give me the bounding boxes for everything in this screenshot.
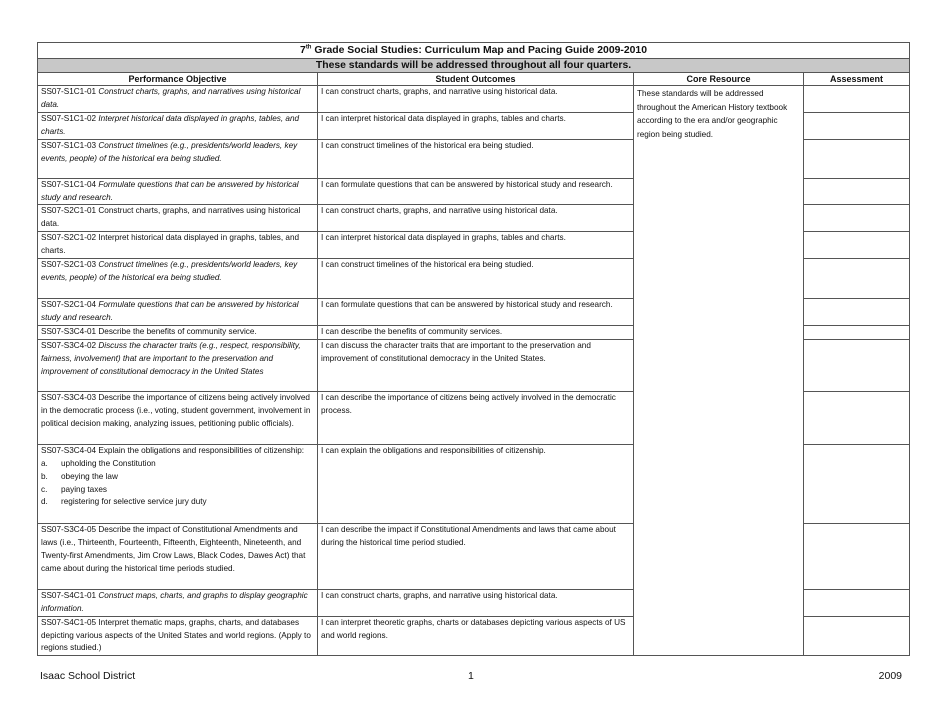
assessment-cell[interactable] xyxy=(804,391,910,444)
footer-district: Isaac School District xyxy=(40,670,136,682)
objective-code: SS07-S1C1-04 xyxy=(41,179,97,189)
assessment-cell[interactable] xyxy=(804,616,910,656)
performance-objective-cell xyxy=(38,325,318,339)
student-outcome-cell: I can explain the obligations and responsibilities of citizenship. xyxy=(318,444,634,523)
assessment-cell[interactable] xyxy=(804,86,910,113)
performance-objective-cell xyxy=(38,112,318,139)
assessment-cell[interactable] xyxy=(804,112,910,139)
objective-text: Construct timelines (e.g., presidents/world leaders, key events, people) of the historical era being studied. xyxy=(41,140,298,163)
assessment-cell[interactable] xyxy=(804,259,910,299)
header-core-resource: Core Resource xyxy=(634,73,804,86)
list-marker: d. xyxy=(41,497,48,507)
objective-text: Explain the obligations and responsibilities of citizenship: xyxy=(98,445,305,455)
assessment-cell[interactable] xyxy=(804,325,910,339)
objective-text: Construct timelines (e.g., presidents/world leaders, key events, people) of the historical era being studied. xyxy=(41,260,298,282)
header-student-outcomes: Student Outcomes xyxy=(318,73,634,86)
performance-objective-cell xyxy=(38,205,318,232)
student-outcome-cell: I can formulate questions that can be answered by historical study and research. xyxy=(318,299,634,326)
assessment-cell[interactable] xyxy=(804,178,910,205)
objective-text: Describe the benefits of community service. xyxy=(98,326,257,336)
list-item-text: upholding the Constitution xyxy=(61,458,156,468)
assessment-cell[interactable] xyxy=(804,523,910,589)
objective-code: SS07-S2C1-03 xyxy=(41,260,97,270)
performance-objective-cell xyxy=(38,299,318,326)
list-marker: c. xyxy=(41,484,48,494)
assessment-cell[interactable] xyxy=(804,299,910,326)
objective-code: SS07-S2C1-02 xyxy=(41,233,97,243)
assessment-cell[interactable] xyxy=(804,232,910,259)
assessment-cell[interactable] xyxy=(804,444,910,523)
table-row xyxy=(38,86,910,113)
objective-code: SS07-S3C4-01 xyxy=(41,326,97,336)
student-outcome-cell: I can interpret historical data displayed in graphs, tables and charts. xyxy=(318,112,634,139)
objective-text: Construct charts, graphs, and narratives using historical data. xyxy=(41,206,301,229)
assessment-cell[interactable] xyxy=(804,205,910,232)
performance-objective-cell xyxy=(38,259,318,299)
assessment-cell[interactable] xyxy=(804,339,910,391)
obligation-list-item xyxy=(41,471,314,484)
performance-objective-cell xyxy=(38,178,318,205)
core-resource-cell: These standards will be addressed throughout the American History textbook according to the era and/or geographic region being studied. xyxy=(634,86,804,656)
student-outcome-cell: I can construct timelines of the historical era being studied. xyxy=(318,259,634,299)
objective-code: SS07-S3C4-04 xyxy=(41,445,97,455)
student-outcome-cell: I can interpret historical data displayed in graphs, tables and charts. xyxy=(318,232,634,259)
performance-objective-cell xyxy=(38,139,318,178)
student-outcome-cell: I can construct charts, graphs, and narrative using historical data. xyxy=(318,589,634,616)
performance-objective-cell xyxy=(38,523,318,589)
student-outcome-cell: I can discuss the character traits that are important to the preservation and improvement of constitutional democracy in the United States. xyxy=(318,339,634,391)
list-marker: b. xyxy=(41,471,48,481)
curriculum-map-sheet xyxy=(37,42,909,656)
performance-objective-cell xyxy=(38,339,318,391)
objective-code: SS07-S1C1-02 xyxy=(41,113,97,123)
obligation-list-item xyxy=(41,458,314,471)
list-marker: a. xyxy=(41,458,48,468)
student-outcome-cell: I can construct charts, graphs, and narrative using historical data. xyxy=(318,86,634,113)
obligation-list-item xyxy=(41,484,314,497)
student-outcome-cell: I can interpret theoretic graphs, charts or databases depicting various aspects of US and world regions. xyxy=(318,616,634,656)
objective-text: Describe the impact of Constitutional Amendments and laws (i.e., Thirteenth, Fourteenth, Fifteenth, Eighteenth, Nineteenth, and Twenty-first Amendments, Jim Crow Laws, Black Codes, Dawes Act) that came about during the historical time periods studied. xyxy=(41,524,306,573)
objective-text: Describe the importance of citizens being actively involved in the democratic process (i.e., voting, student government, involvement in political decision making, analyzing issues, petitioning public officials). xyxy=(41,392,311,428)
quarters-banner: These standards will be addressed throughout all four quarters. xyxy=(38,59,910,73)
document-title: 7th Grade Social Studies: Curriculum Map and Pacing Guide 2009-2010 xyxy=(38,43,910,59)
performance-objective-cell xyxy=(38,391,318,444)
assessment-cell[interactable] xyxy=(804,139,910,178)
objective-text: Formulate questions that can be answered by historical study and research. xyxy=(41,300,299,322)
student-outcome-cell: I can describe the importance of citizens being actively involved in the democratic process. xyxy=(318,391,634,444)
footer-year: 2009 xyxy=(878,670,902,682)
performance-objective-cell xyxy=(38,232,318,259)
list-item-text: registering for selective service jury duty xyxy=(61,497,207,507)
objective-code: SS07-S1C1-03 xyxy=(41,140,97,150)
performance-objective-cell xyxy=(38,616,318,656)
header-performance-objective: Performance Objective xyxy=(38,73,318,86)
objective-text: Construct charts, graphs, and narratives using historical data. xyxy=(41,87,301,109)
objective-text: Interpret historical data displayed in graphs, tables, and charts. xyxy=(41,113,300,136)
curriculum-table xyxy=(37,42,910,656)
objective-code: SS07-S3C4-02 xyxy=(41,340,97,350)
objective-code: SS07-S2C1-04 xyxy=(41,300,97,310)
student-outcome-cell: I can describe the impact if Constitutional Amendments and laws that came about during the historical time period studied. xyxy=(318,523,634,589)
assessment-cell[interactable] xyxy=(804,589,910,616)
performance-objective-cell xyxy=(38,444,318,523)
objective-text: Interpret historical data displayed in graphs, tables, and charts. xyxy=(41,233,300,256)
obligation-list-item xyxy=(41,496,314,509)
objective-text: Interpret thematic maps, graphs, charts, and databases depicting various aspects of the United States and world regions. (Apply to regions studied.) xyxy=(41,617,311,653)
objective-code: SS07-S2C1-01 xyxy=(41,206,97,216)
objective-text: Formulate questions that can be answered by historical study and research. xyxy=(41,179,299,202)
footer-page-number: 1 xyxy=(468,670,474,682)
student-outcome-cell: I can construct charts, graphs, and narrative using historical data. xyxy=(318,205,634,232)
student-outcome-cell: I can construct timelines of the historical era being studied. xyxy=(318,139,634,178)
list-item-text: obeying the law xyxy=(61,471,118,481)
objective-text: Construct maps, charts, and graphs to display geographic information. xyxy=(41,590,308,613)
objective-code: SS07-S4C1-01 xyxy=(41,590,97,600)
objective-code: SS07-S4C1-05 xyxy=(41,617,97,627)
objective-code: SS07-S3C4-03 xyxy=(41,392,97,402)
objective-code: SS07-S3C4-05 xyxy=(41,524,97,534)
performance-objective-cell xyxy=(38,589,318,616)
student-outcome-cell: I can describe the benefits of community services. xyxy=(318,325,634,339)
list-item-text: paying taxes xyxy=(61,484,107,494)
performance-objective-cell xyxy=(38,86,318,113)
objective-code: SS07-S1C1-01 xyxy=(41,87,97,96)
header-assessment: Assessment xyxy=(804,73,910,86)
objective-text: Discuss the character traits (e.g., respect, responsibility, fairness, involvement) that are important to the preservation and improvement of constitutional democracy in the United States xyxy=(41,340,301,376)
student-outcome-cell: I can formulate questions that can be answered by historical study and research. xyxy=(318,178,634,205)
